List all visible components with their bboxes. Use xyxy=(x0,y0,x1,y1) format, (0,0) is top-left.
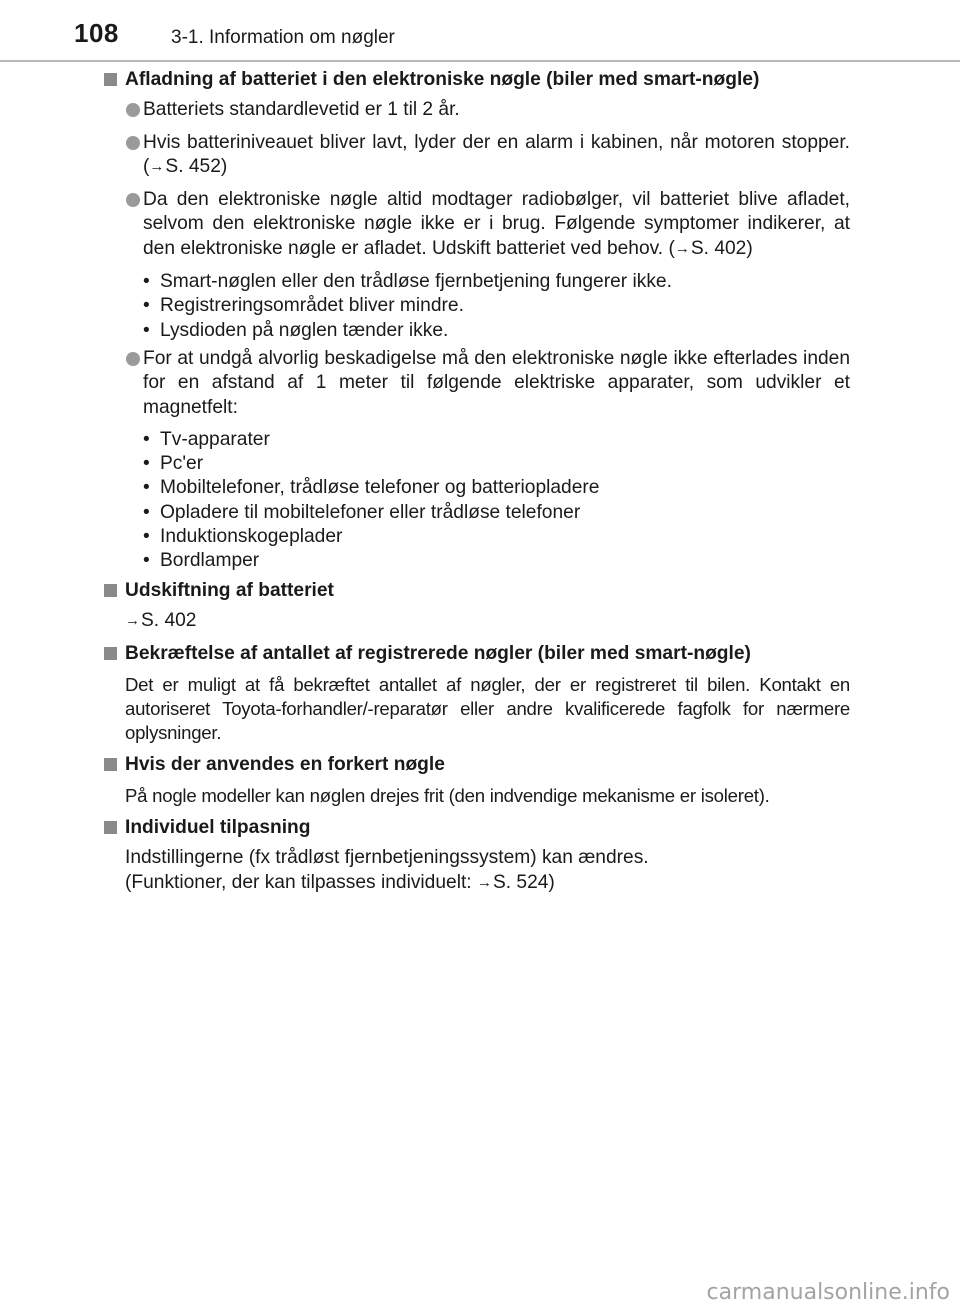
bullet-item: Batteriets standardlevetid er 1 til 2 år. xyxy=(103,98,850,122)
page-content xyxy=(103,68,850,896)
round-bullet-icon xyxy=(126,352,140,366)
section-body: På nogle modeller kan nøglen drejes frit (den indvendige mekanisme er isoleret). xyxy=(125,784,770,806)
section-heading: Individuel tilpasning xyxy=(103,816,850,840)
arrow-right-icon: → xyxy=(125,611,140,629)
section-customization xyxy=(103,816,850,896)
symptom-list xyxy=(103,270,850,343)
list-item: • Tv-apparater xyxy=(143,428,270,450)
square-bullet-icon xyxy=(104,584,117,597)
arrow-right-icon: → xyxy=(674,239,690,257)
arrow-right-icon: → xyxy=(476,873,492,891)
section-wrong-key xyxy=(103,753,850,808)
page-reference-line xyxy=(103,609,850,634)
section-heading: Hvis der anvendes en forkert nøgle xyxy=(103,753,850,777)
square-bullet-icon xyxy=(104,73,117,86)
watermark: carmanualsonline.info xyxy=(706,1280,950,1305)
section-body-line: (Funktioner, der kan tilpasses individuelt: →S. 524) xyxy=(125,871,555,893)
list-item: • Bordlamper xyxy=(143,550,260,572)
section-heading: Udskiftning af batteriet xyxy=(103,579,850,603)
page-reference: S. 524) xyxy=(492,871,555,893)
bullet-item: Hvis batteriniveauet bliver lavt, lyder der en alarm i kabinen, når motoren stopper. (→S. 452) xyxy=(103,131,850,181)
list-item: • Opladere til mobiltelefoner eller trådløse telefoner xyxy=(143,501,581,523)
section-body: Det er muligt at få bekræftet antallet af nøgler, der er registreret til bilen. Kontakt en autoriseret Toyota-forhandler/-reparatør eller andre kvalificerede fagfolk for nærmere oplysninger. xyxy=(125,673,850,744)
section-heading: Afladning af batteriet i den elektroniske nøgle (biler med smart-nøgle) xyxy=(103,68,850,92)
round-bullet-icon xyxy=(126,103,140,117)
arrow-right-icon: → xyxy=(149,157,165,175)
section-body-line: Indstillingerne (fx trådløst fjernbetjeningssystem) kan ændres. xyxy=(125,847,649,869)
chapter-title: 3-1. Information om nøgler xyxy=(171,27,395,48)
list-item: • Mobiltelefoner, trådløse telefoner og batteriopladere xyxy=(143,477,600,499)
page-reference: S. 402) xyxy=(690,237,753,259)
page-header xyxy=(0,0,960,62)
header-divider xyxy=(0,60,960,62)
list-item: • Registreringsområdet bliver mindre. xyxy=(143,295,464,317)
square-bullet-icon xyxy=(104,821,117,834)
square-bullet-icon xyxy=(104,758,117,771)
list-item: • Pc'er xyxy=(143,453,204,475)
round-bullet-icon xyxy=(126,193,140,207)
square-bullet-icon xyxy=(104,647,117,660)
section-registered-keys xyxy=(103,642,850,745)
page-reference: S. 452) xyxy=(165,155,228,177)
round-bullet-icon xyxy=(126,136,140,150)
section-battery-replacement xyxy=(103,579,850,635)
list-item: • Lysdioden på nøglen tænder ikke. xyxy=(143,319,449,341)
section-heading: Bekræftelse af antallet af registrerede nøgler (biler med smart-nøgle) xyxy=(103,642,850,666)
page-reference: S. 402 xyxy=(141,609,197,631)
section-battery-discharge xyxy=(103,68,850,574)
bullet-item: For at undgå alvorlig beskadigelse må den elektroniske nøgle ikke efterlades inden for en afstand af 1 meter til følgende elektriske apparater, som udvikler et magnetfelt: xyxy=(103,347,850,420)
list-item: • Smart-nøglen eller den trådløse fjernbetjening fungerer ikke. xyxy=(143,271,672,293)
bullet-item: Da den elektroniske nøgle altid modtager radiobølger, vil batteriet blive afladet, selvom den elektroniske nøgle ikke er i brug. Følgende symptomer indikerer, at den elektroniske nøgle er afladet. Udskift batteriet ved behov. (→S. 402) xyxy=(103,188,850,262)
list-item: • Induktionskogeplader xyxy=(143,526,343,548)
page-number: 108 xyxy=(74,18,119,48)
appliance-list xyxy=(103,428,850,574)
